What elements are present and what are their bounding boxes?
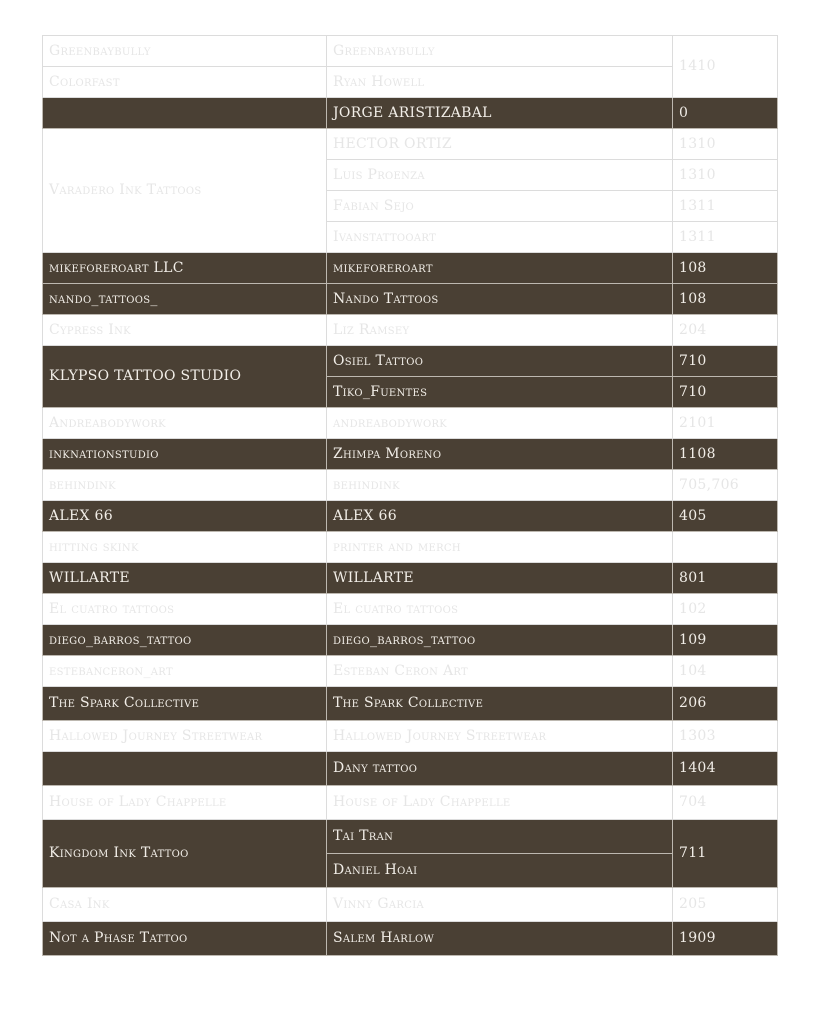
booth-number-cell: 704 <box>673 786 778 820</box>
booth-number-cell: 205 <box>673 888 778 922</box>
artist-cell: Ivanstattooart <box>327 222 673 253</box>
artist-cell: Esteban Ceron Art <box>327 656 673 687</box>
table-body <box>43 36 778 956</box>
studio-cell: Cypress Ink <box>43 315 327 346</box>
table-row <box>43 284 778 315</box>
booth-number-cell: 104 <box>673 656 778 687</box>
table-row <box>43 786 778 820</box>
table-row <box>43 922 778 956</box>
booth-number-cell: 711 <box>673 820 778 888</box>
studio-cell: mikeforeroart LLC <box>43 253 327 284</box>
table-row <box>43 687 778 721</box>
booth-number-cell: 108 <box>673 253 778 284</box>
booth-number-cell: 109 <box>673 625 778 656</box>
booth-number-cell: 710 <box>673 346 778 377</box>
table-row <box>43 439 778 470</box>
studio-cell <box>43 752 327 786</box>
booth-number-cell: 1311 <box>673 222 778 253</box>
booth-number-cell: 710 <box>673 377 778 408</box>
table-row <box>43 67 778 98</box>
booth-number-cell: 1310 <box>673 129 778 160</box>
table-row <box>43 129 778 160</box>
booth-number-cell: 102 <box>673 594 778 625</box>
artist-cell: Tai Tran <box>327 820 673 854</box>
studio-cell: nando_tattoos_ <box>43 284 327 315</box>
studio-cell: The Spark Collective <box>43 687 327 721</box>
table-row <box>43 532 778 563</box>
studio-cell: behindink <box>43 470 327 501</box>
artist-cell: Greenbaybully <box>327 36 673 67</box>
artist-cell: Nando Tattoos <box>327 284 673 315</box>
booth-number-cell: 108 <box>673 284 778 315</box>
artist-cell: diego_barros_tattoo <box>327 625 673 656</box>
table-row <box>43 656 778 687</box>
booth-number-cell: 1310 <box>673 160 778 191</box>
studio-cell: hitting skink <box>43 532 327 563</box>
studio-cell: estebanceron_art <box>43 656 327 687</box>
table-row <box>43 888 778 922</box>
studio-cell: Colorfast <box>43 67 327 98</box>
table-row <box>43 625 778 656</box>
artist-cell: Salem Harlow <box>327 922 673 956</box>
artist-cell: printer and merch <box>327 532 673 563</box>
artist-cell: House of Lady Chappelle <box>327 786 673 820</box>
artist-cell: Fabian Sejo <box>327 191 673 222</box>
studio-cell: diego_barros_tattoo <box>43 625 327 656</box>
studio-cell: ALEX 66 <box>43 501 327 532</box>
table-row <box>43 721 778 752</box>
table-row <box>43 470 778 501</box>
studio-cell: KLYPSO TATTOO STUDIO <box>43 346 327 408</box>
artist-cell: WILLARTE <box>327 563 673 594</box>
studio-cell <box>43 98 327 129</box>
table-row <box>43 36 778 67</box>
artist-cell: ALEX 66 <box>327 501 673 532</box>
artist-cell: Liz Ramsey <box>327 315 673 346</box>
artist-cell: Zhimpa Moreno <box>327 439 673 470</box>
table-row <box>43 820 778 854</box>
artist-cell: Hallowed Journey Streetwear <box>327 721 673 752</box>
artist-cell: JORGE ARISTIZABAL <box>327 98 673 129</box>
artist-cell: Ryan Howell <box>327 67 673 98</box>
table-row <box>43 501 778 532</box>
artist-cell: Vinny Garcia <box>327 888 673 922</box>
booth-number-cell: 1404 <box>673 752 778 786</box>
table-row <box>43 253 778 284</box>
studio-cell: Not a Phase Tattoo <box>43 922 327 956</box>
booth-number-cell: 206 <box>673 687 778 721</box>
artist-cell: Dany tattoo <box>327 752 673 786</box>
artist-cell: Osiel Tattoo <box>327 346 673 377</box>
studio-cell: Andreabodywork <box>43 408 327 439</box>
booth-number-cell: 1410 <box>673 36 778 98</box>
booth-number-cell: 1108 <box>673 439 778 470</box>
studio-cell: Varadero Ink Tattoos <box>43 129 327 253</box>
booth-number-cell: 705,706 <box>673 470 778 501</box>
artist-cell: HECTOR ORTIZ <box>327 129 673 160</box>
booth-number-cell: 1311 <box>673 191 778 222</box>
artist-cell: Daniel Hoai <box>327 854 673 888</box>
table-row <box>43 408 778 439</box>
studio-cell: House of Lady Chappelle <box>43 786 327 820</box>
table-row <box>43 563 778 594</box>
artist-cell: andreabodywork <box>327 408 673 439</box>
artist-cell: The Spark Collective <box>327 687 673 721</box>
table-row <box>43 752 778 786</box>
artist-cell: Luis Proenza <box>327 160 673 191</box>
studio-artist-table <box>42 35 778 956</box>
booth-number-cell <box>673 532 778 563</box>
table-row <box>43 315 778 346</box>
studio-cell: inknationstudio <box>43 439 327 470</box>
studio-cell: WILLARTE <box>43 563 327 594</box>
booth-number-cell: 0 <box>673 98 778 129</box>
table-row <box>43 98 778 129</box>
booth-number-cell: 405 <box>673 501 778 532</box>
studio-cell: El cuatro tattoos <box>43 594 327 625</box>
booth-number-cell: 1303 <box>673 721 778 752</box>
booth-number-cell: 2101 <box>673 408 778 439</box>
artist-cell: mikeforeroart <box>327 253 673 284</box>
table-row <box>43 594 778 625</box>
booth-number-cell: 801 <box>673 563 778 594</box>
artist-cell: Tiko_Fuentes <box>327 377 673 408</box>
artist-cell: El cuatro tattoos <box>327 594 673 625</box>
booth-number-cell: 1909 <box>673 922 778 956</box>
artist-cell: behindink <box>327 470 673 501</box>
studio-cell: Kingdom Ink Tattoo <box>43 820 327 888</box>
studio-cell: Greenbaybully <box>43 36 327 67</box>
booth-number-cell: 204 <box>673 315 778 346</box>
studio-cell: Casa Ink <box>43 888 327 922</box>
studio-cell: Hallowed Journey Streetwear <box>43 721 327 752</box>
table-row <box>43 346 778 377</box>
